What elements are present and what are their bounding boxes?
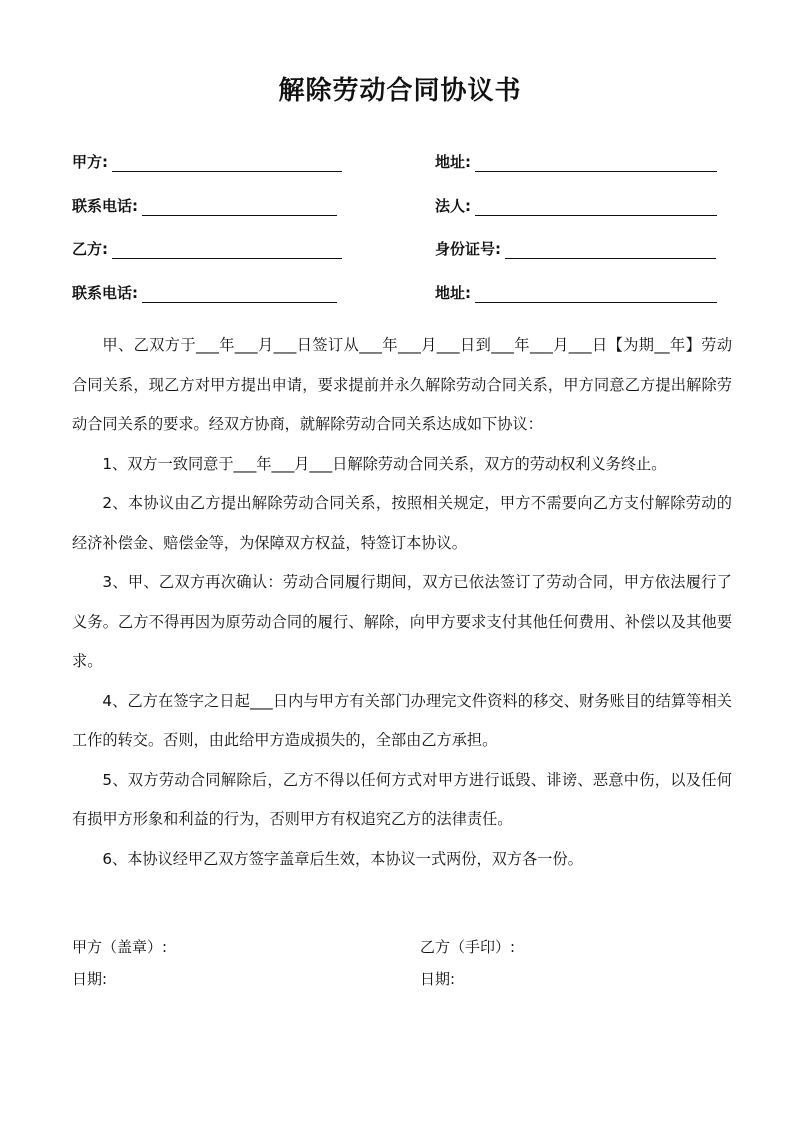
address-2-field xyxy=(435,281,717,303)
id-number-field xyxy=(435,237,716,259)
address-2-label: 地址: xyxy=(435,284,471,302)
phone-2-label: 联系电话: xyxy=(72,284,138,302)
address-2-blank[interactable] xyxy=(475,284,717,303)
paragraph-clause-5: 5、双方劳动合同解除后，乙方不得以任何方式对甲方进行诋毁、诽谤、恶意中伤，以及任何有损甲方形象和利益的行为，否则甲方有权追究乙方的法律责任。 xyxy=(72,770,732,828)
legal-person-blank[interactable] xyxy=(475,197,717,216)
party-a-seal-label: 甲方（盖章）: xyxy=(72,938,168,956)
phone-1-label: 联系电话: xyxy=(72,197,138,215)
address-1-field xyxy=(435,150,717,172)
phone-2-blank[interactable] xyxy=(142,284,337,303)
party-b-label: 乙方: xyxy=(72,240,108,258)
legal-person-field xyxy=(435,194,717,216)
party-b-blank[interactable] xyxy=(112,240,342,259)
paragraph-clause-3: 3、甲、乙双方再次确认：劳动合同履行期间，双方已依法签订了劳动合同，甲方依法履行了义务。乙方不得再因为原劳动合同的履行、解除，向甲方要求支付其他任何费用、补偿以及其他要求。 xyxy=(72,573,732,670)
phone-1-field xyxy=(72,194,337,216)
date-b-label: 日期: xyxy=(420,970,456,988)
id-number-blank[interactable] xyxy=(505,240,716,259)
paragraph-clause-2: 2、本协议由乙方提出解除劳动合同关系，按照相关规定，甲方不需要向乙方支付解除劳动的经济补偿金、赔偿金等，为保障双方权益，特签订本协议。 xyxy=(72,494,732,552)
phone-1-blank[interactable] xyxy=(142,197,337,216)
party-b-field xyxy=(72,237,342,259)
party-a-field xyxy=(72,150,342,172)
paragraph-clause-4: 4、乙方在签字之日起___日内与甲方有关部门办理完文件资料的移交、财务账目的结算等相关工作的转交。否则，由此给甲方造成损失的，全部由乙方承担。 xyxy=(72,691,732,749)
party-a-label: 甲方: xyxy=(72,153,108,171)
paragraph-clause-6: 6、本协议经甲乙双方签字盖章后生效，本协议一式两份，双方各一份。 xyxy=(102,849,583,868)
address-1-blank[interactable] xyxy=(475,153,717,172)
phone-2-field xyxy=(72,281,337,303)
agreement-body xyxy=(72,326,732,879)
party-b-sign-label: 乙方（手印）: xyxy=(420,938,516,956)
id-number-label: 身份证号: xyxy=(435,240,501,258)
address-1-label: 地址: xyxy=(435,153,471,171)
paragraph-intro: 甲、乙双方于___年___月___日签订从___年___月___日到___年___月___日【为期__年】劳动合同关系，现乙方对甲方提出申请，要求提前并永久解除劳动合同关系，甲方同意乙方提出解除劳动合同关系的要求。经双方协商，就解除劳动合同关系达成如下协议： xyxy=(72,336,732,433)
paragraph-clause-1: 1、双方一致同意于___年___月___日解除劳动合同关系，双方的劳动权利义务终止。 xyxy=(102,454,667,473)
document-title: 解除劳动合同协议书 xyxy=(278,76,522,106)
party-a-blank[interactable] xyxy=(112,153,342,172)
legal-person-label: 法人: xyxy=(435,197,471,215)
date-a-label: 日期: xyxy=(72,970,108,988)
